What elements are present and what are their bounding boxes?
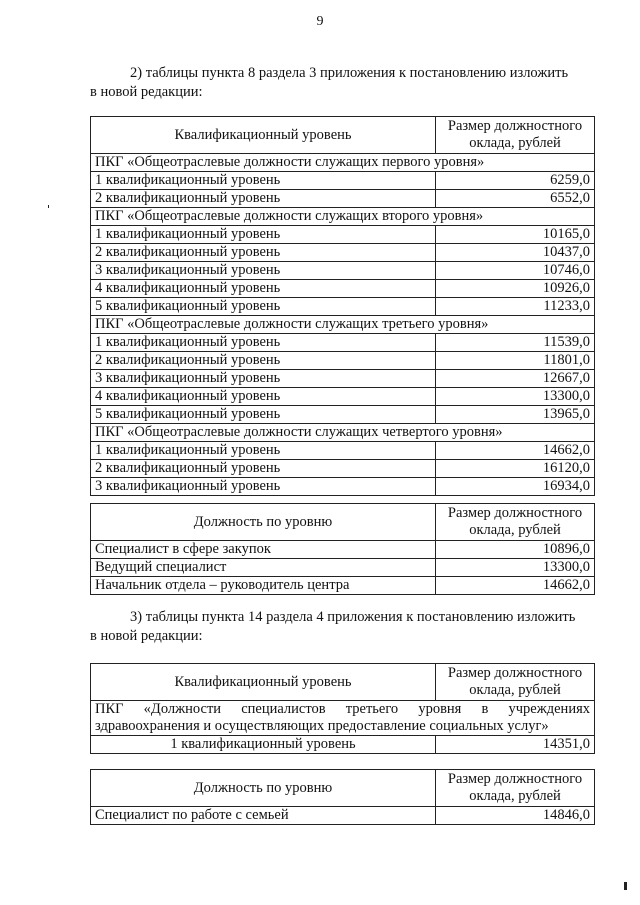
paragraph-intro-2 [90,608,594,646]
paragraph-intro-1 [90,64,594,102]
table-header-row [91,664,595,701]
page-number: 9 [316,14,324,29]
salary-cell: 10437,0 [436,244,595,262]
group-row [91,424,595,442]
group-title: ПКГ «Общеотраслевые должности служащих четвертого уровня» [91,424,595,442]
table-row [91,559,595,577]
table-row [91,172,595,190]
level-cell: 3 квалификационный уровень [91,478,436,496]
table-header-row [91,770,595,807]
salary-cell: 13300,0 [436,559,595,577]
salary-cell: 11539,0 [436,334,595,352]
table-row [91,807,595,825]
position-cell: Специалист в сфере закупок [91,541,436,559]
paragraph-line: в новой редакции: [90,628,203,644]
table-row [91,541,595,559]
column-header-position: Должность по уровню [91,770,436,807]
salary-cell: 14351,0 [436,736,595,754]
position-cell: Специалист по работе с семьей [91,807,436,825]
salary-cell: 10746,0 [436,262,595,280]
salary-table-qualification-2 [90,663,595,754]
level-cell: 1 квалификационный уровень [91,334,436,352]
table-row [91,460,595,478]
group-title-line: ПКГ «Должности специалистов третьего уровня в учреждениях [95,701,590,717]
salary-cell: 12667,0 [436,370,595,388]
table-row [91,577,595,595]
salary-table-qualification [90,116,595,496]
table-row [91,262,595,280]
table-row [91,298,595,316]
group-title [91,701,595,736]
header-line: оклада, рублей [469,682,561,698]
level-cell: 1 квалификационный уровень [91,226,436,244]
table-header-row [91,504,595,541]
level-cell: 4 квалификационный уровень [91,280,436,298]
salary-cell: 16120,0 [436,460,595,478]
header-line: Размер должностного [447,665,583,681]
level-cell: 2 квалификационный уровень [91,460,436,478]
group-title: ПКГ «Общеотраслевые должности служащих первого уровня» [91,154,595,172]
header-line: оклада, рублей [469,135,561,151]
salary-table-positions-2 [90,769,595,825]
column-header-salary [436,117,595,154]
group-title-line: здравоохранения и осуществляющих предоставление социальных услуг» [95,718,549,734]
header-line: Размер должностного [447,771,583,787]
salary-table-positions-1 [90,503,595,595]
column-header-salary [436,504,595,541]
header-line: Размер должностного [447,118,583,134]
table-row [91,334,595,352]
salary-cell: 14662,0 [436,577,595,595]
table-row [91,442,595,460]
table-header-row [91,117,595,154]
salary-cell: 14846,0 [436,807,595,825]
scan-mark [624,882,627,890]
salary-cell: 14662,0 [436,442,595,460]
level-cell: 1 квалификационный уровень [91,172,436,190]
salary-cell: 11801,0 [436,352,595,370]
table-row [91,280,595,298]
column-header-level: Квалификационный уровень [91,664,436,701]
level-cell: 3 квалификационный уровень [91,370,436,388]
level-cell: 4 квалификационный уровень [91,388,436,406]
group-row [91,701,595,736]
group-row [91,316,595,334]
paragraph-line: 2) таблицы пункта 8 раздела 3 приложения к постановлению изложить [130,65,569,81]
salary-cell: 13300,0 [436,388,595,406]
column-header-level: Квалификационный уровень [91,117,436,154]
header-line: оклада, рублей [469,788,561,804]
group-title: ПКГ «Общеотраслевые должности служащих второго уровня» [91,208,595,226]
level-cell: 2 квалификационный уровень [91,352,436,370]
column-header-position: Должность по уровню [91,504,436,541]
table-row [91,190,595,208]
salary-cell: 11233,0 [436,298,595,316]
group-row [91,154,595,172]
table-row [91,244,595,262]
level-cell: 1 квалификационный уровень [91,736,436,754]
paragraph-line: в новой редакции: [90,84,203,100]
table-row [91,736,595,754]
salary-cell: 16934,0 [436,478,595,496]
salary-cell: 10926,0 [436,280,595,298]
column-header-salary [436,770,595,807]
header-line: оклада, рублей [469,522,561,538]
table-row [91,226,595,244]
level-cell: 5 квалификационный уровень [91,406,436,424]
scan-mark [48,205,49,208]
level-cell: 3 квалификационный уровень [91,262,436,280]
position-cell: Начальник отдела – руководитель центра [91,577,436,595]
table-row [91,478,595,496]
level-cell: 5 квалификационный уровень [91,298,436,316]
salary-cell: 6552,0 [436,190,595,208]
level-cell: 1 квалификационный уровень [91,442,436,460]
salary-cell: 6259,0 [436,172,595,190]
table-row [91,388,595,406]
group-title: ПКГ «Общеотраслевые должности служащих третьего уровня» [91,316,595,334]
header-line: Размер должностного [447,505,583,521]
level-cell: 2 квалификационный уровень [91,190,436,208]
group-row [91,208,595,226]
salary-cell: 10896,0 [436,541,595,559]
position-cell: Ведущий специалист [91,559,436,577]
paragraph-line: 3) таблицы пункта 14 раздела 4 приложения к постановлению изложить [130,609,576,625]
column-header-salary [436,664,595,701]
level-cell: 2 квалификационный уровень [91,244,436,262]
salary-cell: 10165,0 [436,226,595,244]
table-row [91,406,595,424]
table-row [91,370,595,388]
table-row [91,352,595,370]
salary-cell: 13965,0 [436,406,595,424]
